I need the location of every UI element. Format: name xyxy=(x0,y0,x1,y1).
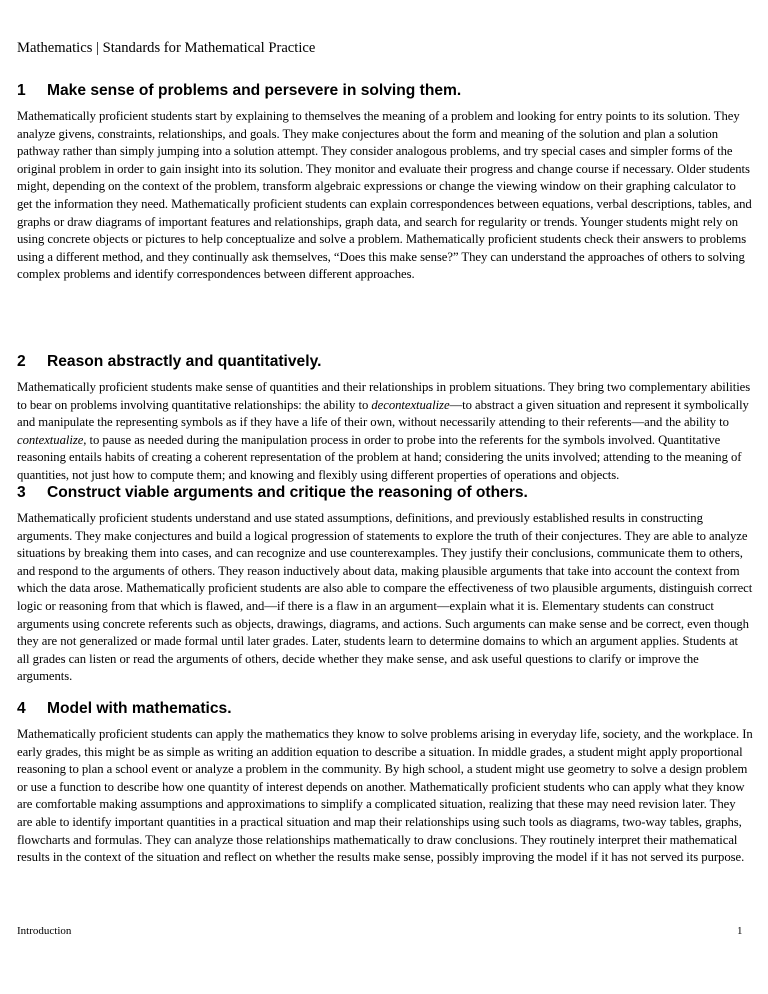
running-header: Mathematics | Standards for Mathematical Practice xyxy=(17,40,316,56)
section-body: Mathematically proficient students start by explaining to themselves the meaning of a problem and looking for entry points to its solution. They analyze givens, constraints, relationships, and goals. They make conjectures about the form and meaning of the solution and plan a solution pathway rather than simply jumping into a solution attempt. They consider analogous problems, and try special cases and simpler forms of the original problem in order to gain insight into its solution. They monitor and evaluate their progress and change course if necessary. Older students might, depending on the context of the problem, transform algebraic expressions or change the viewing window on their graphing calculator to get the information they need. Mathematically proficient students can explain correspondences between equations, verbal descriptions, tables, and graphs or draw diagrams of important features and relationships, graph data, and search for regularity or trends. Younger students might rely on using concrete objects or pictures to help conceptualize and solve a problem. Mathematically proficient students check their answers to problems using a different method, and they continually ask themselves, “Does this make sense?” They can understand the approaches of others to solving complex problems and identify correspondences between different approaches. xyxy=(17,109,752,282)
body-text: —to abstract a given situation and represent it symbolically and manipulate the representing symbols as if they have a life of their own, without necessarily attending to their referents—and the ability to xyxy=(17,397,749,430)
section-number: 3 xyxy=(17,484,26,501)
emphasis-contextualize: contextualize xyxy=(17,432,84,447)
section-title: Make sense of problems and persevere in solving them. xyxy=(47,82,462,99)
practice-section-3 xyxy=(17,484,753,686)
body-text: , to pause as needed during the manipulation process in order to probe into the referents for the symbols involved. Quantitative reasoning entails habits of creating a coherent representation of the problem at hand; considering the units involved; attending to the meaning of quantities, not just how to compute them; and knowing and flexibly using different properties of operations and objects. xyxy=(17,432,742,482)
section-heading xyxy=(17,484,753,504)
section-number: 1 xyxy=(17,82,26,99)
emphasis-decontextualize: decontextualize xyxy=(371,397,450,412)
section-body: Mathematically proficient students understand and use stated assumptions, definitions, and previously established results in constructing arguments. They make conjectures and build a logical progression of statements to explore the truth of their conjectures. They are able to analyze situations by breaking them into cases, and can recognize and use counterexamples. They justify their conclusions, communicate them to others, and respond to the arguments of others. They reason inductively about data, making plausible arguments that take into account the context from which the data arose. Mathematically proficient students are also able to compare the effectiveness of two plausible arguments, distinguish correct logic or reasoning from that which is flawed, and—if there is a flaw in an argument—explain what it is. Elementary students can construct arguments using concrete referents such as objects, drawings, diagrams, and actions. Such arguments can make sense and be correct, even though they are not generalized or made formal until later grades. Later, students learn to determine domains to which an argument applies. Students at all grades can listen or read the arguments of others, decide whether they make sense, and ask useful questions to clarify or improve the arguments. xyxy=(17,511,753,684)
section-number: 4 xyxy=(17,700,26,717)
footer-label: Introduction xyxy=(17,925,72,937)
section-body: Mathematically proficient students can apply the mathematics they know to solve problems arising in everyday life, society, and the workplace. In early grades, this might be as simple as writing an addition equation to describe a situation. In middle grades, a student might apply proportional reasoning to plan a school event or analyze a problem in the community. By high school, a student might use geometry to solve a design problem or use a function to describe how one quantity of interest depends on another. Mathematically proficient students who can apply what they know are comfortable making assumptions and approximations to simplify a complicated situation, realizing that these may need revision later. They are able to identify important quantities in a practical situation and map their relationships using such tools as diagrams, two-way tables, graphs, flowcharts and formulas. They can analyze those relationships mathematically to draw conclusions. They routinely interpret their mathematical results in the context of the situation and reflect on whether the results make sense, possibly improving the model if it has not served its purpose. xyxy=(17,727,753,865)
section-title: Model with mathematics. xyxy=(47,700,232,717)
practice-section-1 xyxy=(17,82,753,284)
page-number: 1 xyxy=(737,925,743,937)
practice-section-4 xyxy=(17,700,753,867)
section-heading xyxy=(17,353,753,373)
section-number: 2 xyxy=(17,353,26,370)
section-body xyxy=(17,379,753,485)
practice-section-2 xyxy=(17,353,753,485)
section-heading xyxy=(17,700,753,720)
section-title: Reason abstractly and quantitatively. xyxy=(47,353,322,370)
section-title: Construct viable arguments and critique the reasoning of others. xyxy=(47,484,528,501)
body-text: Mathematically proficient students make sense of quantities and their relationships in problem situations. They bring two complementary abilities to bear on problems involving quantitative relationships: the ability to xyxy=(17,380,751,412)
section-heading xyxy=(17,82,753,102)
